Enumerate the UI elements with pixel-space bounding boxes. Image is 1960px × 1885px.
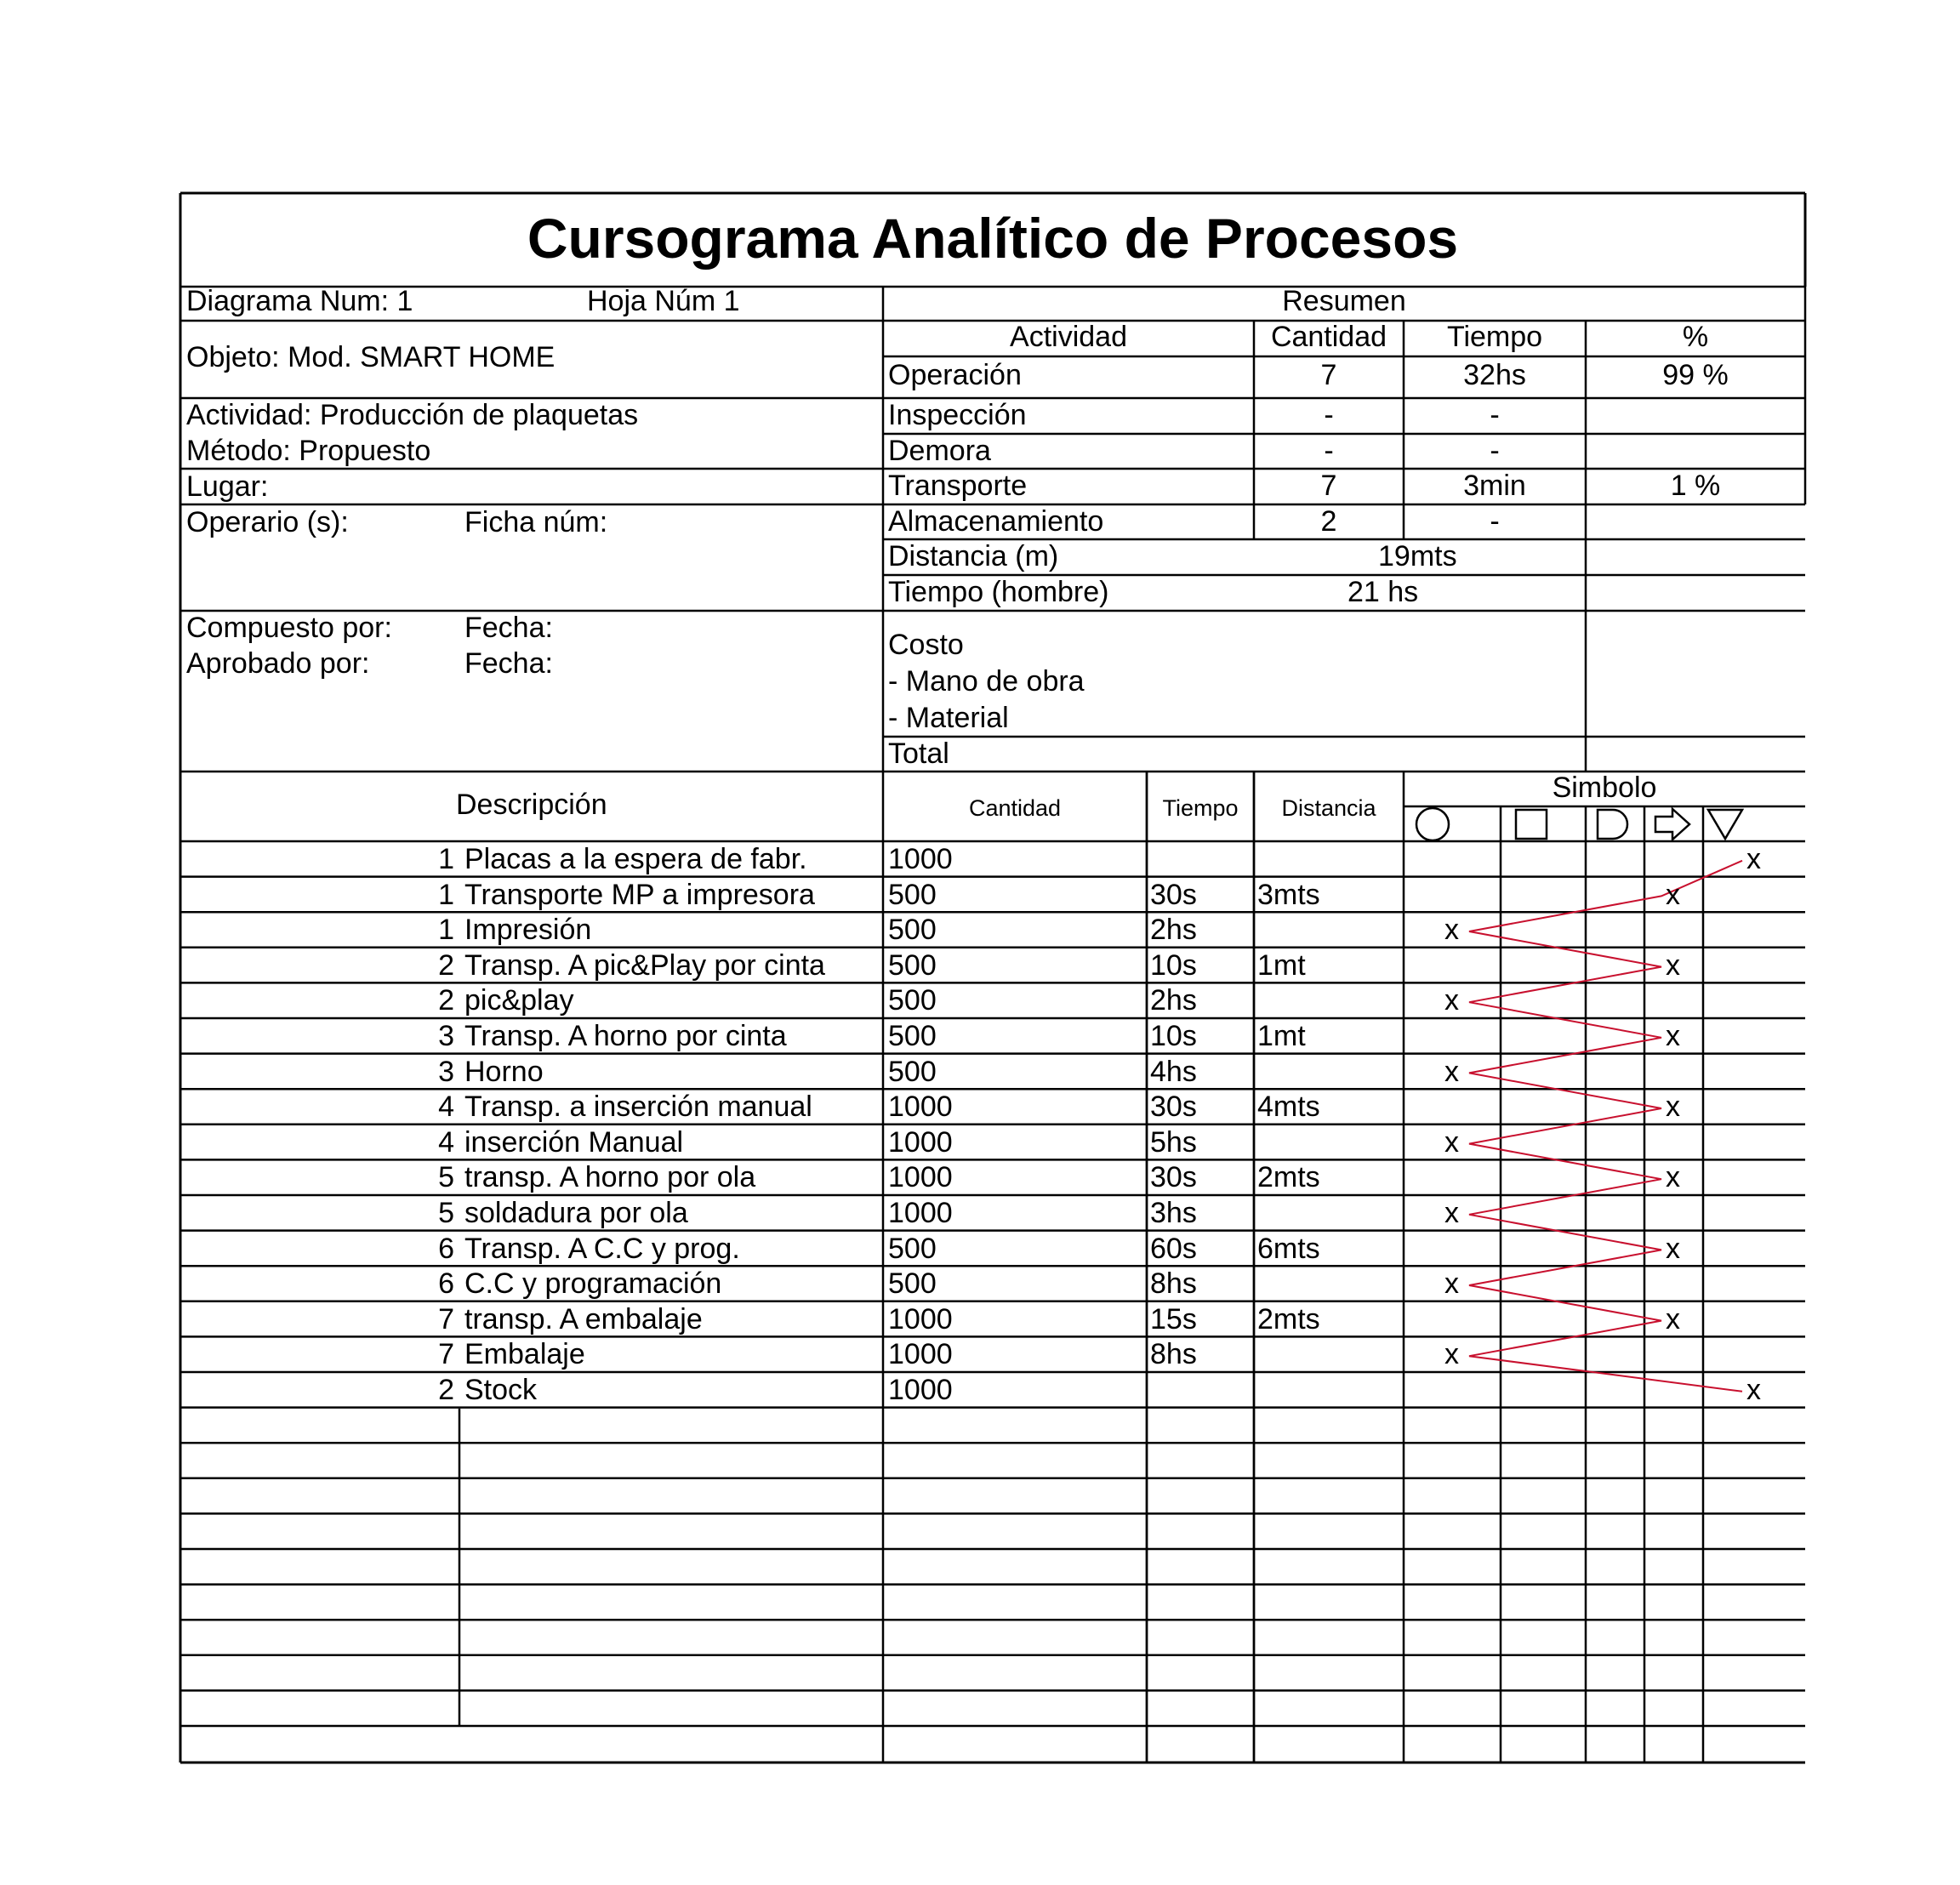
resumen-actividad: Demora xyxy=(888,435,991,467)
row-number: 2 xyxy=(438,1374,454,1406)
row-description: Transp. A C.C y prog. xyxy=(464,1232,740,1265)
row-cantidad: 1000 xyxy=(888,1125,953,1159)
symbol-mark: x xyxy=(1666,878,1680,911)
row-tiempo: 2hs xyxy=(1150,914,1197,947)
row-distancia: 3mts xyxy=(1257,878,1320,911)
objeto: Objeto: Mod. SMART HOME xyxy=(186,341,556,373)
row-cantidad: 1000 xyxy=(888,1091,953,1124)
row-description: transp. A embalaje xyxy=(464,1302,703,1335)
row-cantidad: 1000 xyxy=(888,1338,953,1371)
col-simbolo: Simbolo xyxy=(1552,772,1657,804)
symbol-mark: x xyxy=(1666,1091,1680,1124)
row-number: 1 xyxy=(438,878,454,911)
aprobado-por: Aprobado por: xyxy=(186,647,370,680)
row-distancia: 1mt xyxy=(1257,948,1306,982)
col-distancia: Distancia xyxy=(1281,795,1376,821)
symbol-mark: x xyxy=(1444,1055,1459,1088)
row-description: Horno xyxy=(464,1055,544,1088)
row-distancia: 2mts xyxy=(1257,1161,1320,1194)
row-description: Placas a la espera de fabr. xyxy=(464,843,807,875)
row-cantidad: 500 xyxy=(888,984,937,1017)
row-tiempo: 10s xyxy=(1150,948,1197,982)
row-cantidad: 500 xyxy=(888,1267,937,1301)
row-tiempo: 30s xyxy=(1150,878,1197,911)
resumen-pct: 99 % xyxy=(1662,359,1729,391)
row-distancia: 1mt xyxy=(1257,1020,1306,1052)
row-cantidad: 1000 xyxy=(888,1161,953,1194)
symbol-mark: x xyxy=(1666,1302,1680,1335)
row-cantidad: 1000 xyxy=(888,1374,953,1406)
row-description: C.C y programación xyxy=(464,1267,722,1301)
row-number: 7 xyxy=(438,1302,454,1335)
resumen-tiempo: - xyxy=(1490,505,1500,538)
row-cantidad: 500 xyxy=(888,1055,937,1088)
row-tiempo: 8hs xyxy=(1150,1267,1197,1301)
row-description: inserción Manual xyxy=(464,1125,684,1159)
row-number: 4 xyxy=(438,1091,454,1124)
resumen-tiempo: 32hs xyxy=(1463,359,1526,391)
costo-label: Costo xyxy=(888,629,964,661)
fecha-compuesto: Fecha: xyxy=(464,612,553,644)
resumen-col-tiempo: Tiempo xyxy=(1446,321,1543,353)
row-description: transp. A horno por ola xyxy=(464,1161,756,1194)
distancia-value: 19mts xyxy=(1378,540,1457,572)
row-cantidad: 1000 xyxy=(888,1302,953,1335)
resumen-col-pct: % xyxy=(1682,321,1709,353)
symbol-mark: x xyxy=(1444,1197,1459,1229)
row-description: Transporte MP a impresora xyxy=(464,878,815,911)
row-tiempo: 5hs xyxy=(1150,1125,1197,1159)
resumen-col-actividad: Actividad xyxy=(1010,321,1127,353)
row-tiempo: 30s xyxy=(1150,1091,1197,1124)
symbol-mark: x xyxy=(1444,914,1459,947)
hoja-num: Hoja Núm 1 xyxy=(587,285,740,317)
distancia-label: Distancia (m) xyxy=(888,540,1059,572)
resumen-title: Resumen xyxy=(1282,285,1406,317)
row-number: 2 xyxy=(438,984,454,1017)
row-description: Transp. A pic&Play por cinta xyxy=(464,948,825,982)
material-label: - Material xyxy=(888,702,1009,734)
symbol-mark: x xyxy=(1666,1020,1680,1052)
operario: Operario (s): xyxy=(186,506,349,538)
col-cantidad: Cantidad xyxy=(968,795,1062,821)
row-distancia: 4mts xyxy=(1257,1091,1320,1124)
row-number: 6 xyxy=(438,1232,454,1265)
row-number: 3 xyxy=(438,1055,454,1088)
fecha-aprobado: Fecha: xyxy=(464,647,553,680)
resumen-cantidad: - xyxy=(1324,399,1334,431)
operation-circle-icon xyxy=(1416,808,1449,840)
row-cantidad: 500 xyxy=(888,1232,937,1265)
row-tiempo: 8hs xyxy=(1150,1338,1197,1371)
transport-arrow-icon xyxy=(1655,809,1689,840)
tiempo-hombre-label: Tiempo (hombre) xyxy=(888,576,1109,608)
row-number: 7 xyxy=(438,1338,454,1371)
symbol-mark: x xyxy=(1666,1161,1680,1194)
row-description: Transp. A horno por cinta xyxy=(464,1020,787,1052)
metodo: Método: Propuesto xyxy=(186,435,431,467)
symbol-mark: x xyxy=(1666,1232,1680,1265)
row-number: 2 xyxy=(438,948,454,982)
flow-line xyxy=(1469,861,1742,1392)
row-tiempo: 10s xyxy=(1150,1020,1197,1052)
resumen-actividad: Operación xyxy=(888,359,1022,391)
lugar: Lugar: xyxy=(186,470,269,503)
tiempo-hombre-value: 21 hs xyxy=(1348,576,1419,608)
storage-triangle-icon xyxy=(1708,810,1742,839)
inspection-square-icon xyxy=(1516,810,1547,839)
row-cantidad: 500 xyxy=(888,1020,937,1052)
row-tiempo: 3hs xyxy=(1150,1197,1197,1229)
col-descripcion: Descripción xyxy=(456,789,607,821)
resumen-tiempo: - xyxy=(1490,435,1500,467)
diagrama-num: Diagrama Num: 1 xyxy=(186,285,413,317)
resumen-actividad: Almacenamiento xyxy=(888,505,1104,538)
resumen-actividad: Transporte xyxy=(888,470,1028,502)
resumen-cantidad: 7 xyxy=(1320,470,1337,502)
row-number: 1 xyxy=(438,843,454,875)
delay-d-icon xyxy=(1598,810,1627,839)
resumen-cantidad: 2 xyxy=(1320,505,1337,538)
total-label: Total xyxy=(888,737,949,770)
row-number: 5 xyxy=(438,1197,454,1229)
resumen-tiempo: 3min xyxy=(1463,470,1526,502)
row-tiempo: 4hs xyxy=(1150,1055,1197,1088)
row-description: Stock xyxy=(464,1374,538,1406)
row-number: 5 xyxy=(438,1161,454,1194)
resumen-pct: 1 % xyxy=(1670,470,1721,502)
row-cantidad: 1000 xyxy=(888,843,953,875)
compuesto-por: Compuesto por: xyxy=(186,612,392,644)
row-description: Embalaje xyxy=(464,1338,585,1371)
row-cantidad: 500 xyxy=(888,948,937,982)
resumen-actividad: Inspección xyxy=(888,399,1027,431)
row-description: Transp. a inserción manual xyxy=(464,1091,812,1124)
row-number: 1 xyxy=(438,914,454,947)
row-cantidad: 500 xyxy=(888,878,937,911)
row-cantidad: 1000 xyxy=(888,1197,953,1229)
row-tiempo: 60s xyxy=(1150,1232,1197,1265)
row-description: pic&play xyxy=(464,984,574,1017)
symbol-mark: x xyxy=(1746,843,1761,875)
symbol-mark: x xyxy=(1444,1338,1459,1371)
resumen-cantidad: 7 xyxy=(1320,359,1337,391)
row-number: 3 xyxy=(438,1020,454,1052)
row-tiempo: 15s xyxy=(1150,1302,1197,1335)
actividad: Actividad: Producción de plaquetas xyxy=(186,399,639,431)
row-description: soldadura por ola xyxy=(464,1197,688,1229)
row-number: 6 xyxy=(438,1267,454,1301)
resumen-cantidad: - xyxy=(1324,435,1334,467)
symbol-mark: x xyxy=(1666,948,1680,982)
row-cantidad: 500 xyxy=(888,914,937,947)
row-number: 4 xyxy=(438,1125,454,1159)
row-description: Impresión xyxy=(464,914,592,947)
symbol-mark: x xyxy=(1444,1125,1459,1159)
row-distancia: 6mts xyxy=(1257,1232,1320,1265)
symbol-mark: x xyxy=(1444,1267,1459,1301)
ficha-num: Ficha núm: xyxy=(464,506,608,538)
resumen-tiempo: - xyxy=(1490,399,1500,431)
mano-de-obra-label: - Mano de obra xyxy=(888,665,1085,698)
symbol-mark: x xyxy=(1444,984,1459,1017)
row-tiempo: 30s xyxy=(1150,1161,1197,1194)
col-tiempo: Tiempo xyxy=(1162,795,1239,821)
symbol-mark: x xyxy=(1746,1374,1761,1406)
resumen-col-cantidad: Cantidad xyxy=(1270,321,1387,353)
row-tiempo: 2hs xyxy=(1150,984,1197,1017)
row-distancia: 2mts xyxy=(1257,1302,1320,1335)
page-title: Cursograma Analítico de Procesos xyxy=(527,207,1459,270)
